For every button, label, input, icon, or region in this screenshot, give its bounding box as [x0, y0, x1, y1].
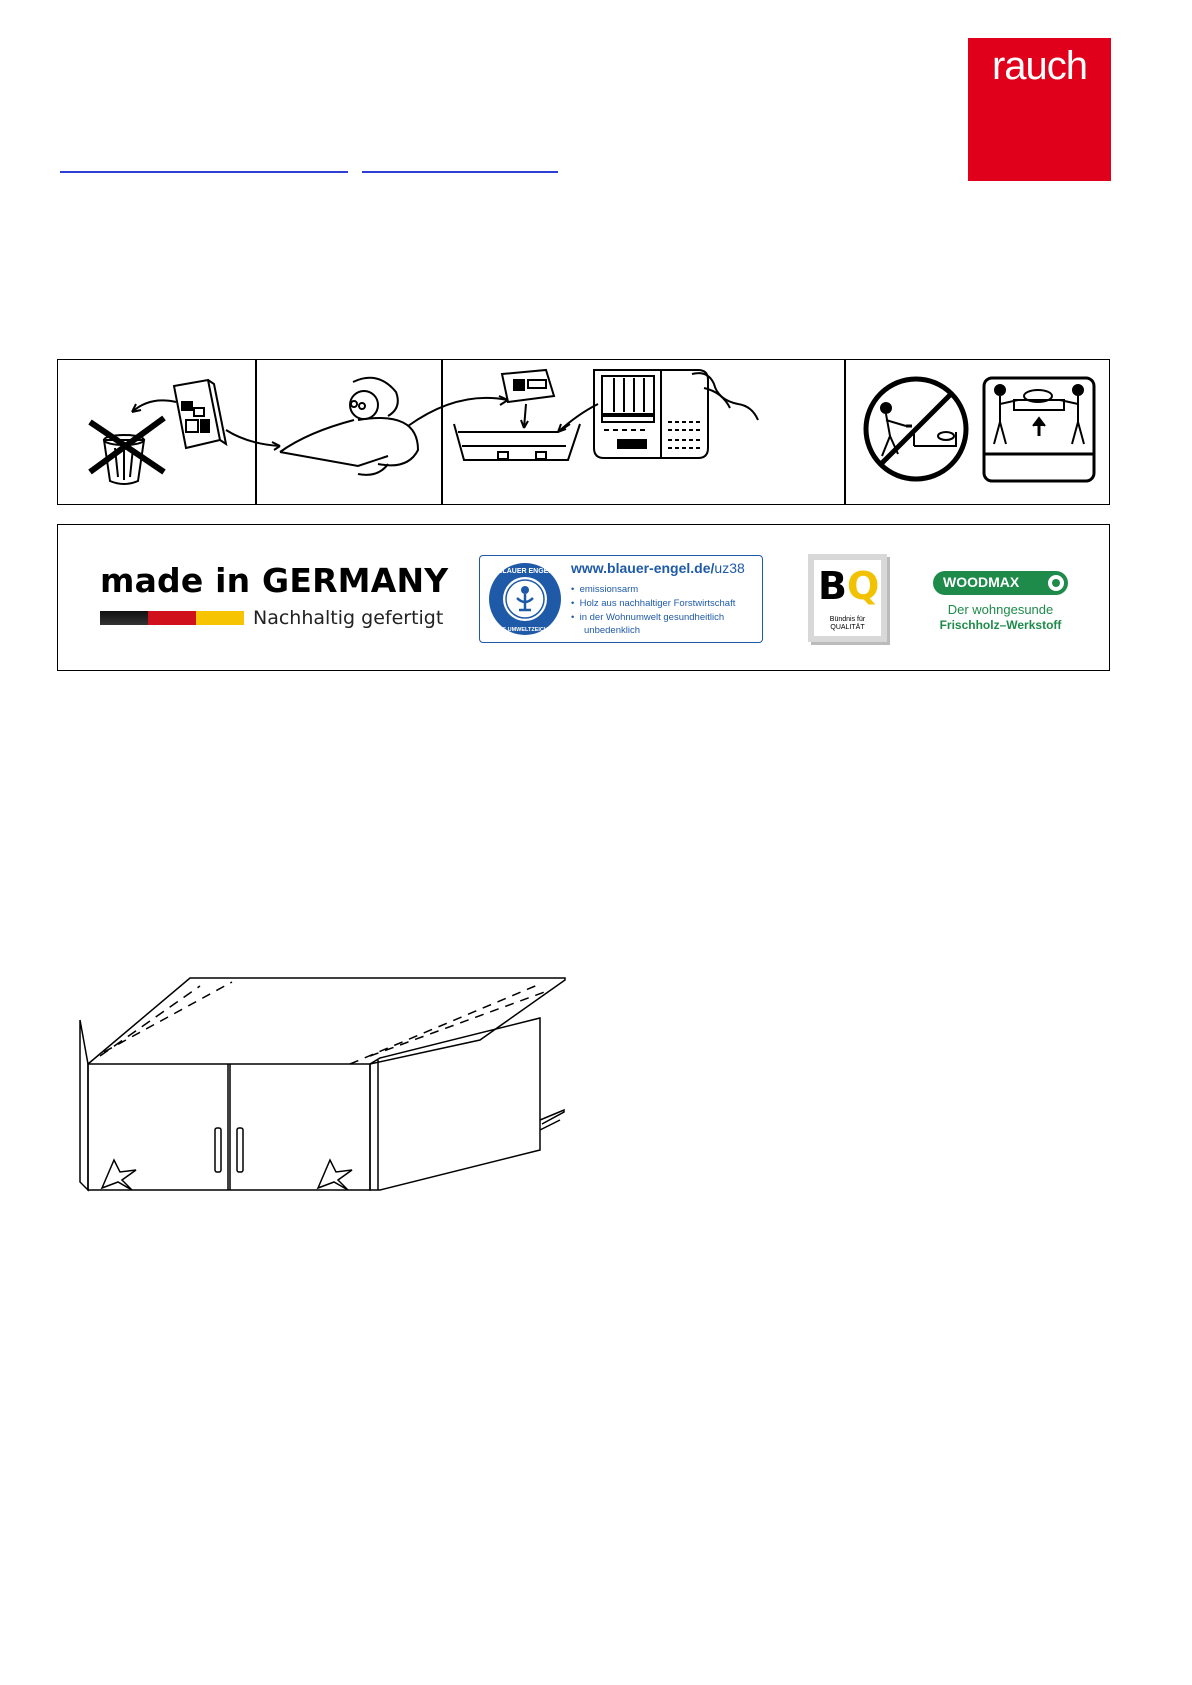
woodmax-line1: Der wohngesunde [947, 602, 1054, 617]
seal-bottom-text: DAS UMWELTZEICHEN [494, 627, 556, 633]
folder-icon [454, 370, 598, 460]
pictograms-svg [58, 360, 1108, 503]
seal-top-text: BLAUER ENGEL [497, 568, 553, 575]
flag-stripe-red [148, 611, 196, 625]
blauer-engel-item: • emissionsarm [571, 584, 639, 595]
header-link-2[interactable] [362, 171, 558, 173]
instruction-pictograms [57, 359, 1110, 505]
blauer-engel-item: unbedenklich [584, 625, 640, 636]
certifications-box [57, 524, 1110, 671]
flag-stripe-black [100, 611, 148, 625]
instruction-sheet-icon [174, 380, 226, 448]
trash-crossed-icon [90, 400, 176, 484]
made-in-germany-subtitle: Nachhaltig gefertigt [253, 607, 444, 629]
blauer-engel-item: • in der Wohnumwelt gesundheitlich [571, 612, 725, 623]
blauer-engel-item: • Holz aus nachhaltiger Forstwirtschaft [571, 598, 736, 609]
bq-mark: BQ [818, 564, 880, 608]
bq-caption: Bündnis für QUALITÄT [829, 616, 866, 631]
no-push-furniture-icon [866, 379, 966, 479]
header-link-1[interactable] [60, 171, 348, 173]
rauch-logo [968, 38, 1111, 181]
woodmax-dot-icon [1048, 575, 1064, 591]
woodmax-logo [933, 571, 1068, 595]
bq-badge [808, 554, 887, 642]
blauer-engel-url[interactable]: www.blauer-engel.de/uz38 [571, 560, 745, 576]
parts-list-icon [594, 370, 758, 458]
blauer-engel-url-suffix: uz38 [714, 560, 745, 576]
woodmax-name: WOODMAX [943, 574, 1020, 590]
flag-stripe-gold [196, 611, 244, 625]
cabinet-drawing [70, 960, 570, 1200]
woodmax-line2: Frischholz–Werkstoff [939, 618, 1062, 632]
lift-furniture-icon [984, 378, 1094, 481]
made-in-germany-title: made in GERMANY [100, 561, 449, 600]
blauer-engel-badge [479, 555, 763, 643]
blauer-engel-seal-icon [488, 562, 562, 636]
logo-text: rauch [991, 44, 1088, 88]
